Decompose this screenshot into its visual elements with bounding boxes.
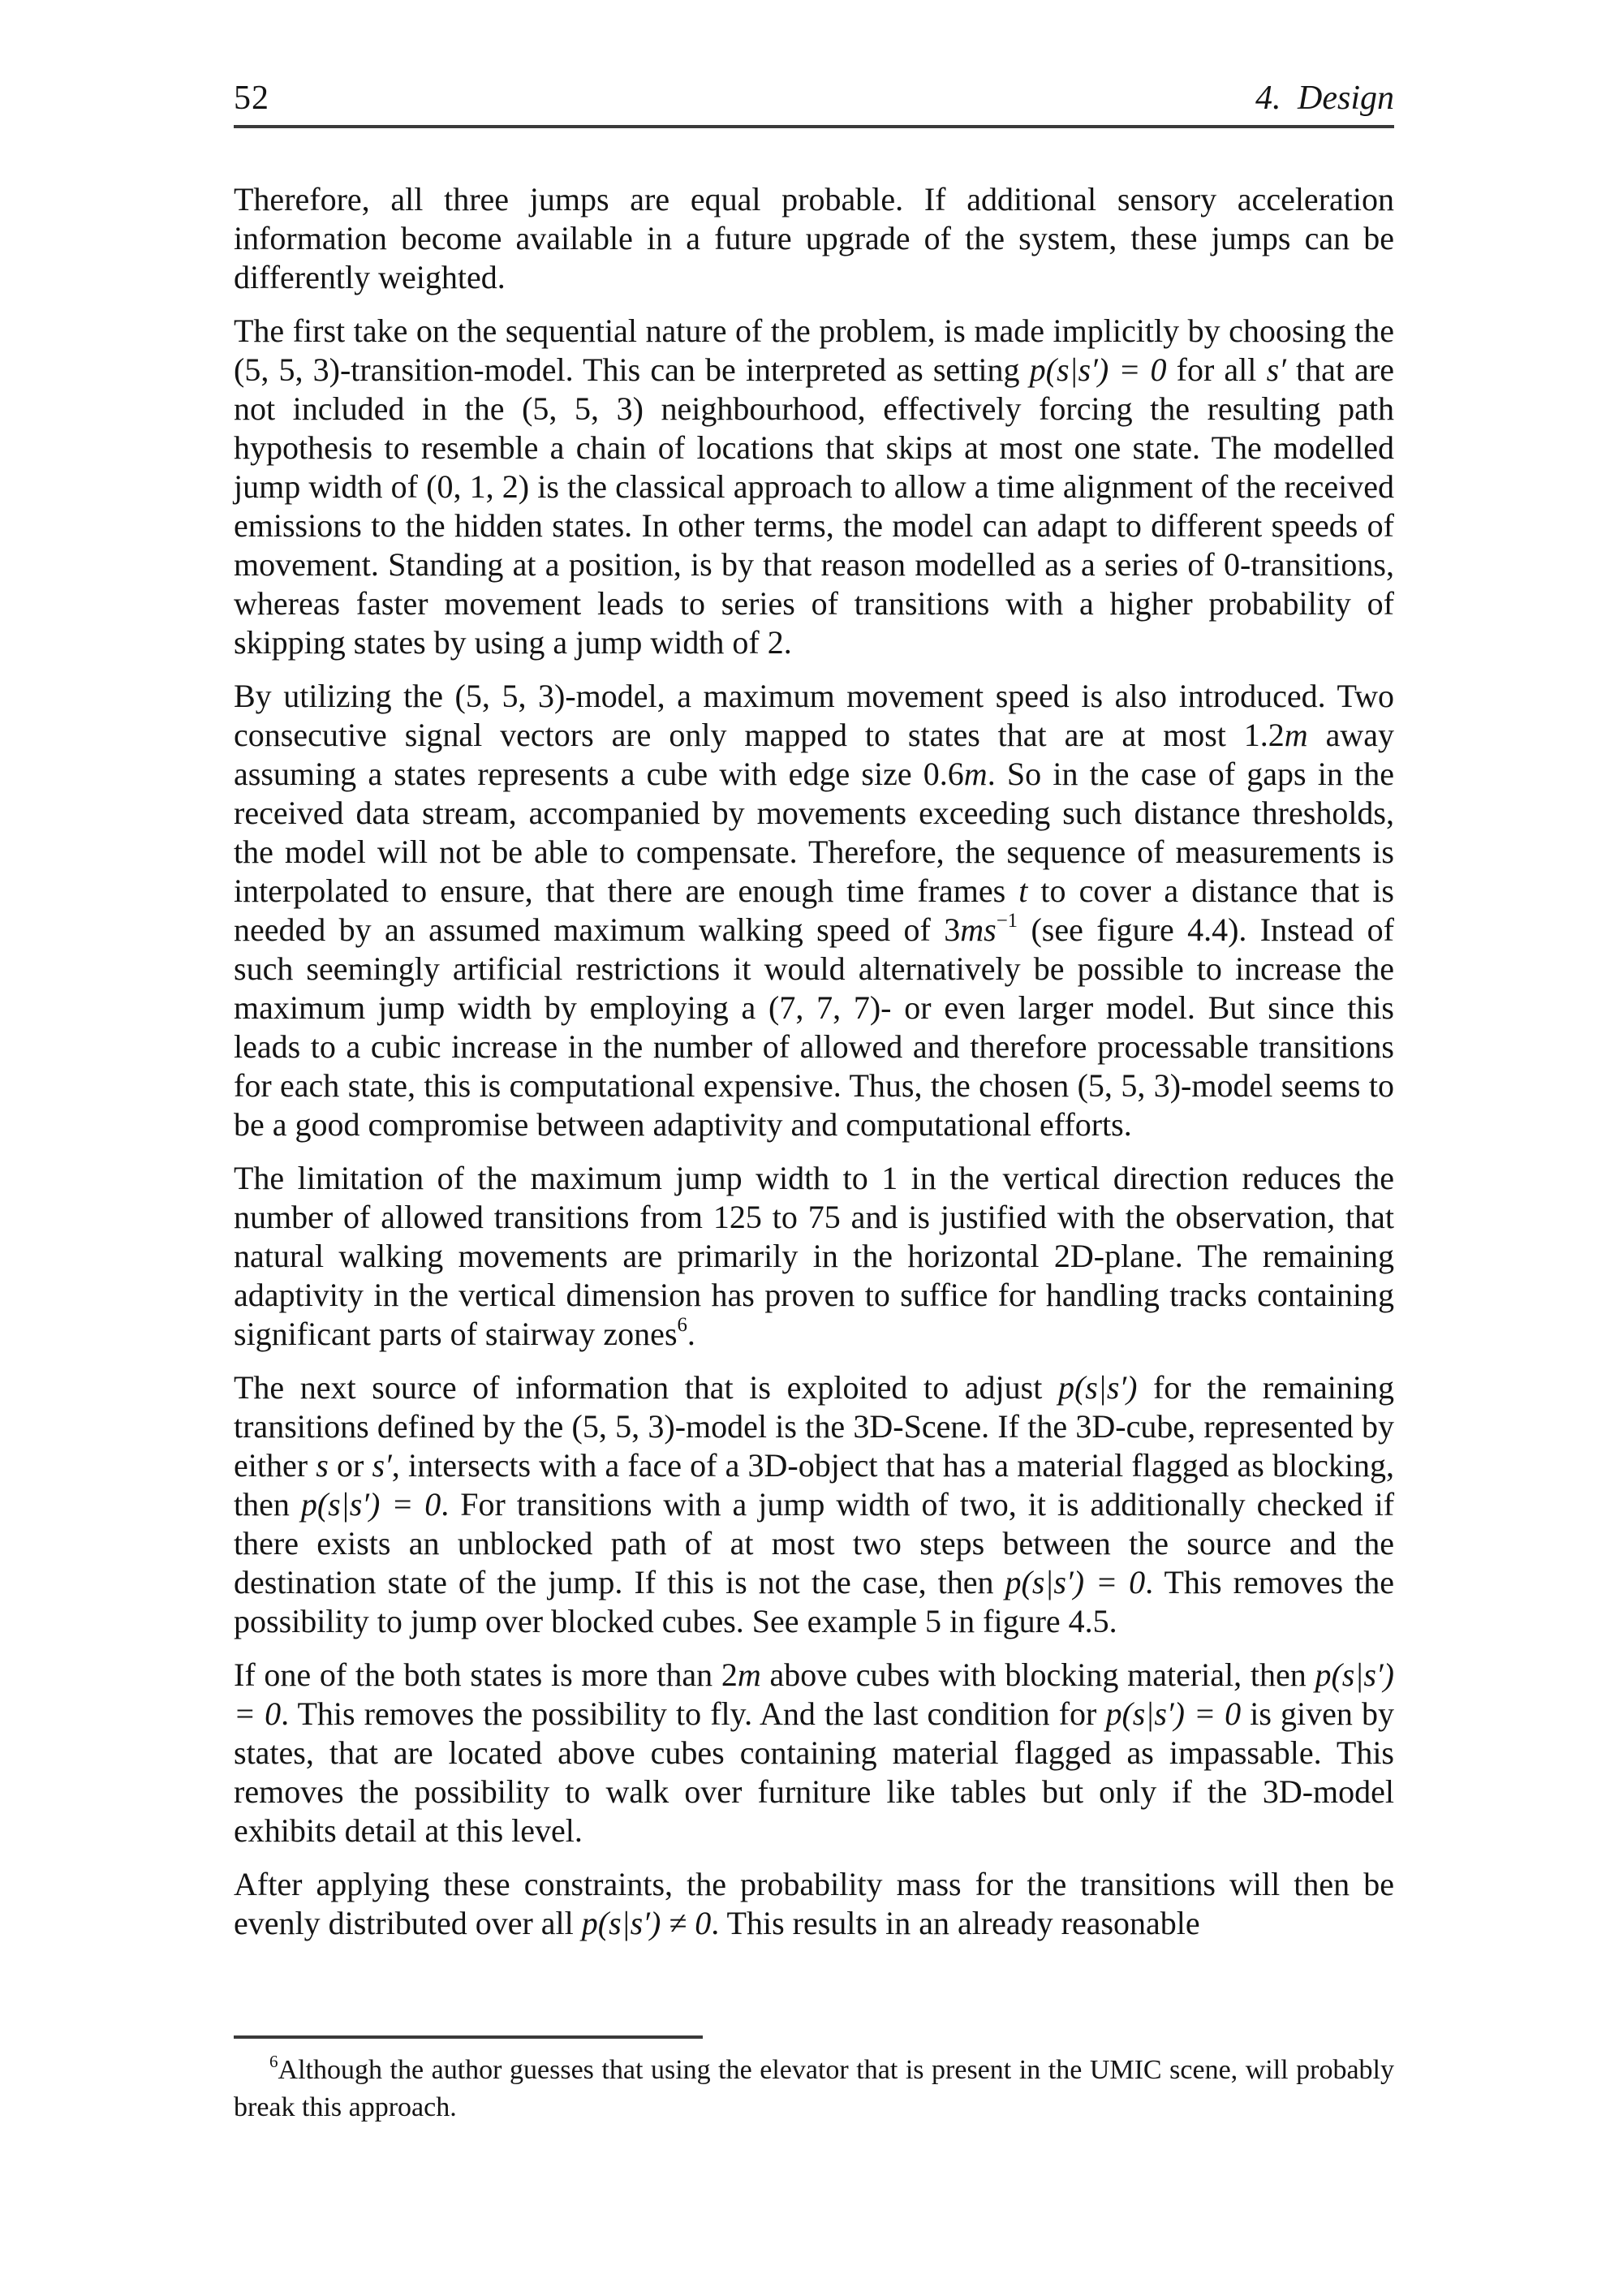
text-segment: ms	[960, 911, 997, 948]
text-segment: m	[1284, 717, 1308, 753]
paragraph	[234, 1368, 1394, 1641]
text-segment: . This removes the possibility to fly. And the last condition for	[281, 1695, 1106, 1732]
page-number: 52	[234, 80, 269, 117]
text-segment: above cubes with blocking material, then	[760, 1656, 1315, 1693]
paragraph	[234, 312, 1394, 662]
text-segment: (see figure 4.4). Instead of such seemingly artificial restrictions it would alternatively be possible to increase the maximum jump width by employing a (7, 7, 7)- or even larger model. But since this leads to a cubic increase in the number of allowed and therefore processable transitions for each state, this is computational expensive. Thus, the chosen (5, 5, 3)-model seems to be a good compromise between adaptivity and computational efforts.	[234, 911, 1394, 1143]
text-segment: The limitation of the maximum jump width to 1 in the vertical direction reduces the number of allowed transitions from 125 to 75 and is justified with the observation, that natural walking movements are primarily in the horizontal 2D-plane. The remaining adaptivity in the vertical dimension has proven to suffice for handling tracks containing significant parts of stairway zones	[234, 1160, 1394, 1352]
footnote	[234, 2052, 1394, 2126]
text-segment: .	[687, 1316, 695, 1352]
text-segment: If one of the both states is more than 2	[234, 1656, 738, 1693]
text-segment: p(s|s′) = 0	[1029, 351, 1167, 388]
text-segment: −1	[996, 910, 1018, 933]
footnote-rule	[234, 2035, 703, 2039]
paragraph	[234, 677, 1394, 1144]
text-segment: or	[328, 1447, 372, 1484]
text-segment: that are not included in the (5, 5, 3) neighbourhood, effectively forcing the resulting path hypothesis to resemble a chain of locations that skips at most one state. The modelled jump width of (0, 1, 2) is the classical approach to allow a time alignment of the received emissions to the hidden states. In other terms, the model can adapt to different speeds of movement. Standing at a position, is by that reason modelled as a series of 0-transitions, whereas faster movement leads to series of transitions with a higher probability of skipping states by using a jump width of 2.	[234, 351, 1395, 661]
text-segment: The first take on the sequential nature of the problem, is made implicitly by choosing the (5, 5, 3)-transition-model. This can be interpreted as setting	[234, 312, 1394, 388]
chapter-title: 4. Design	[1255, 80, 1394, 117]
text-segment: . This removes the possibility to jump over blocked cubes. See example 5 in figure 4.5.	[234, 1564, 1395, 1639]
text-segment: t	[1018, 872, 1028, 909]
text-segment: for the remaining transitions defined by the (5, 5, 3)-model is the 3D-Scene. If the 3D-cube, represented by either	[234, 1369, 1394, 1484]
text-segment: . So in the case of gaps in the received data stream, accompanied by movements exceeding such distance thresholds, the model will not be able to compensate. Therefore, the sequence of measurements is interpolated to ensure, that there are enough time frames	[234, 756, 1394, 909]
paragraph	[234, 180, 1394, 297]
text-segment: , intersects with a face of a 3D-object that has a material flagged as blocking, then	[234, 1447, 1394, 1523]
text-segment: for all	[1166, 351, 1267, 388]
text-segment: to cover a distance that is needed by an assumed maximum walking speed of 3	[234, 872, 1394, 948]
text-segment: away assuming a states represents a cube with edge size 0.6	[234, 717, 1394, 792]
text-segment: Although the author guesses that using the elevator that is present in the UMIC scene, will probably break this approach.	[234, 2055, 1394, 2122]
text-segment: p(s|s′) = 0	[234, 1656, 1395, 1732]
text-segment: s′	[1266, 351, 1286, 388]
text-segment: p(s|s′) = 0	[1105, 1695, 1242, 1732]
text-segment: p(s|s′) ≠ 0	[581, 1905, 712, 1941]
text-segment: p(s|s′) = 0	[1005, 1564, 1146, 1600]
text-segment: m	[737, 1656, 761, 1693]
header-rule	[234, 125, 1394, 128]
text-segment: s	[316, 1447, 329, 1484]
text-segment: . This results in an already reasonable	[711, 1905, 1200, 1941]
text-segment: Therefore, all three jumps are equal probable. If additional sensory acceleration information become available in a future upgrade of the system, these jumps can be differently weighted.	[234, 181, 1394, 295]
text-segment: By utilizing the (5, 5, 3)-model, a maximum movement speed is also introduced. Two consecutive signal vectors are only mapped to states that are at most 1.2	[234, 678, 1394, 753]
page-body	[234, 180, 1394, 1943]
text-segment: p(s|s′) = 0	[300, 1486, 441, 1523]
text-segment: s′	[372, 1447, 392, 1484]
text-segment: p(s|s′)	[1057, 1369, 1138, 1406]
paragraph	[234, 1656, 1394, 1850]
paragraph	[234, 1159, 1394, 1354]
text-segment: The next source of information that is exploited to adjust	[234, 1369, 1058, 1406]
text-segment: m	[963, 756, 988, 792]
paragraph	[234, 1865, 1394, 1943]
footnote-paragraph	[234, 2052, 1394, 2126]
text-segment: 6	[677, 1314, 687, 1337]
running-header	[234, 81, 1394, 122]
text-segment: is given by states, that are located above cubes containing material flagged as impassable. This removes the possibility to walk over furniture like tables but only if the 3D-model exhibits detail at this level.	[234, 1695, 1394, 1849]
footnote-marker: 6	[269, 2051, 278, 2071]
text-segment: . For transitions with a jump width of two, it is additionally checked if there exists an unblocked path of at most two steps between the source and the destination state of the jump. If this is not the case, then	[234, 1486, 1395, 1600]
text-segment: After applying these constraints, the probability mass for the transitions will then be evenly distributed over all	[234, 1866, 1394, 1941]
